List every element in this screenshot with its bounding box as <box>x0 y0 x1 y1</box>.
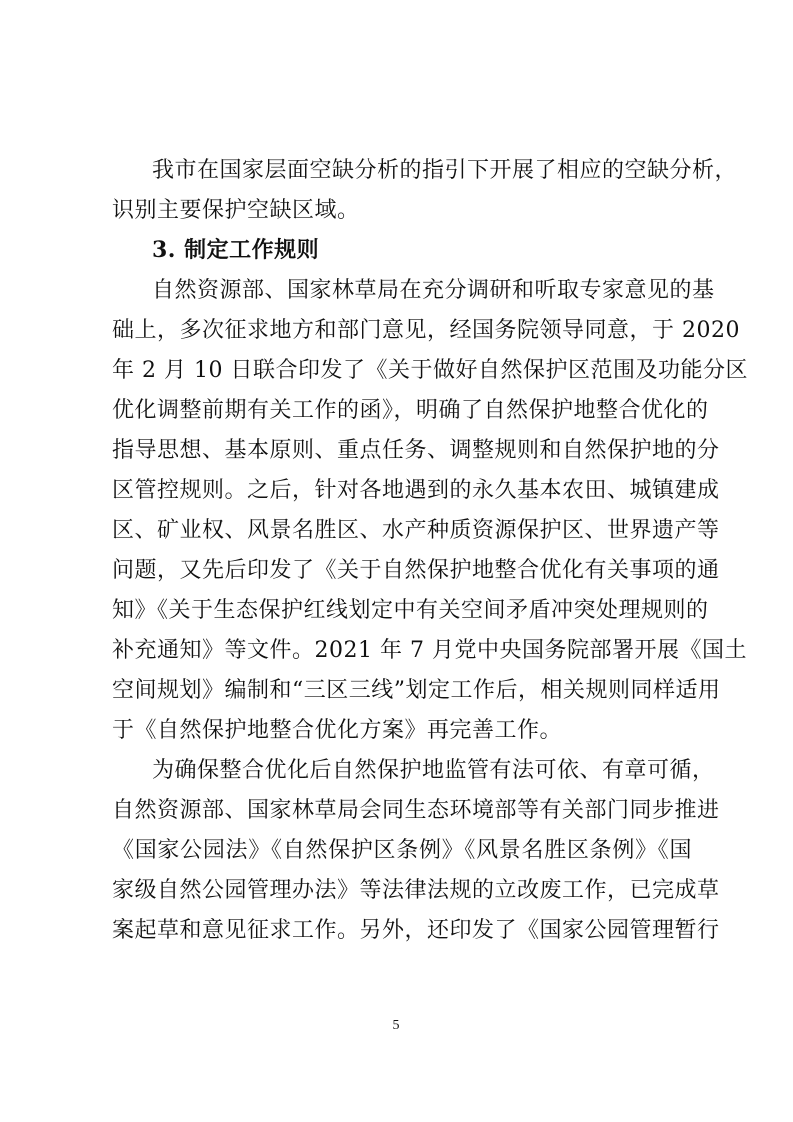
paragraph-2-line-3: 年 2 月 10 日联合印发了《关于做好自然保护区范围及功能分区 <box>112 358 748 383</box>
paragraph-2-line-10: 补充通知》等文件。2021 年 7 月党中央国务院部署开展《国土 <box>112 638 747 663</box>
paragraph-2-line-2: 础上，多次征求地方和部门意见，经国务院领导同意，于 2020 <box>112 318 740 343</box>
paragraph-2-line-12: 于《自然保护地整合优化方案》再完善工作。 <box>112 718 563 743</box>
paragraph-2-line-5: 指导思想、基本原则、重点任务、调整规则和自然保护地的分 <box>112 438 720 463</box>
paragraph-3-line-3: 《国家公园法》《自然保护区条例》《风景名胜区条例》《国 <box>112 838 692 863</box>
paragraph-3-line-5: 案起草和意见征求工作。另外，还印发了《国家公园管理暂行 <box>112 918 720 943</box>
paragraph-2-line-1: 自然资源部、国家林草局在充分调研和听取专家意见的基 <box>152 278 715 303</box>
paragraph-2-line-8: 问题，又先后印发了《关于自然保护地整合优化有关事项的通 <box>112 558 720 583</box>
paragraph-1-line-2: 识别主要保护空缺区域。 <box>112 198 360 223</box>
paragraph-2-line-6: 区管控规则。之后，针对各地遇到的永久基本农田、城镇建成 <box>112 478 720 503</box>
paragraph-2-line-9: 知》《关于生态保护红线划定中有关空间矛盾冲突处理规则的 <box>112 598 709 623</box>
paragraph-2-line-11: 空间规划》编制和“三区三线”划定工作后，相关规则同样适用 <box>112 678 721 703</box>
section-heading: 3. 制定工作规则 <box>152 237 320 263</box>
paragraph-2-line-7: 区、矿业权、风景名胜区、水产种质资源保护区、世界遗产等 <box>112 518 720 543</box>
paragraph-1-line-1: 我市在国家层面空缺分析的指引下开展了相应的空缺分析， <box>152 158 738 183</box>
paragraph-3-line-4: 家级自然公园管理办法》等法律法规的立改废工作，已完成草 <box>112 878 720 903</box>
paragraph-2-line-4: 优化调整前期有关工作的函》，明确了自然保护地整合优化的 <box>112 398 709 423</box>
paragraph-3-line-1: 为确保整合优化后自然保护地监管有法可依、有章可循， <box>152 758 715 783</box>
paragraph-3-line-2: 自然资源部、国家林草局会同生态环境部等有关部门同步推进 <box>112 798 720 823</box>
page-number: 5 <box>392 1018 400 1033</box>
